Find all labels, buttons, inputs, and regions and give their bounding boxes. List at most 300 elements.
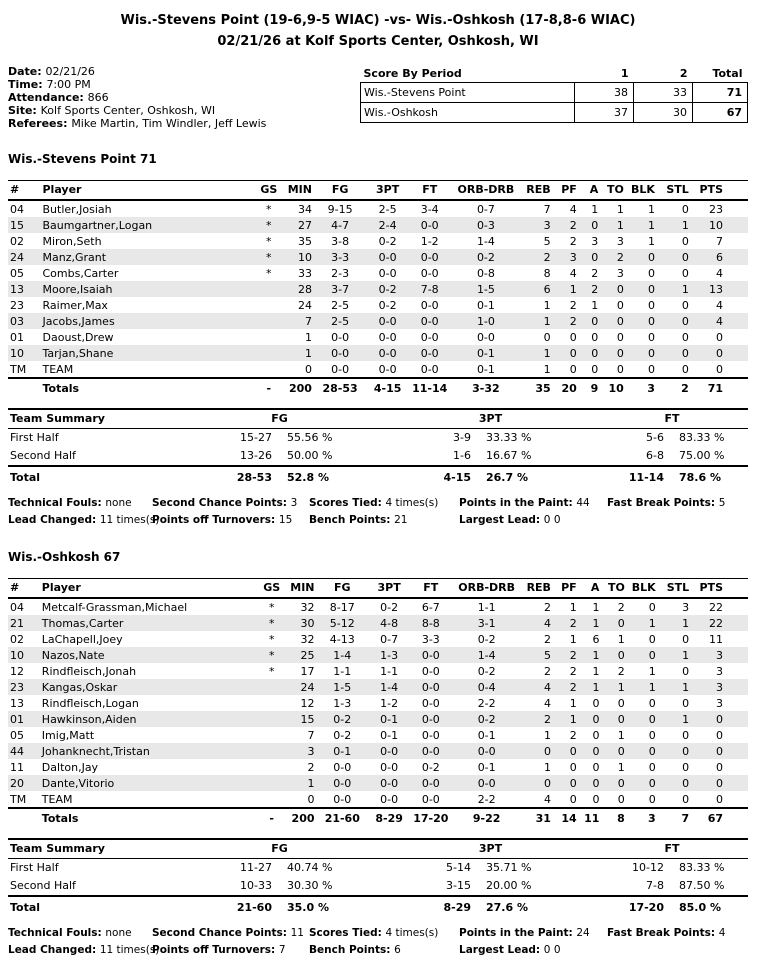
stat-cell: 01 (10, 712, 24, 726)
stat-cell: 1 (616, 202, 624, 216)
stat-cell: 0 (616, 298, 624, 312)
stat-cell: 1-1 (380, 664, 399, 678)
stat-cell: 0 (716, 330, 723, 344)
stat-cell: 0-1 (380, 712, 399, 726)
player-row (8, 695, 748, 711)
stat-cell: 0-0 (421, 776, 440, 790)
totals-cell: 67 (691, 808, 748, 827)
stat-cell: 0 (591, 250, 599, 264)
stat-cell: 0 (716, 744, 723, 758)
stat-cell: 0-2 (477, 712, 496, 726)
summary-row-label: Second Half (8, 877, 174, 896)
stat-label: Largest Lead: (459, 943, 544, 956)
stat-cell: 3 (682, 600, 690, 614)
score-value: 30 (634, 103, 693, 123)
stat-cell: 1-4 (333, 648, 352, 662)
stat-cell: 1 (569, 282, 577, 296)
stat-value: 4 times(s) (385, 497, 439, 509)
stat-cell: 1 (569, 712, 577, 726)
column-header: A (579, 181, 600, 201)
stat-label: Bench Points: (309, 943, 395, 956)
stat-value: 15 (278, 513, 293, 526)
stat-cell: 0 (648, 744, 656, 758)
stat-cell: 6 (716, 250, 723, 264)
stat-label: Bench Points: (309, 513, 395, 526)
summary-value: 87.50 % (666, 877, 748, 896)
stat-cell: 2 (543, 664, 551, 678)
stat-cell: 0 (592, 728, 600, 742)
stat-cell: 3-4 (420, 202, 439, 216)
stat-cell: 0 (716, 776, 723, 790)
stat-cell: 2 (616, 250, 624, 264)
player-name-cell: Dante,Vitorio (41, 776, 115, 790)
stat-cell: 22 (709, 616, 723, 630)
stat-cell: 0-0 (331, 362, 350, 376)
stat-cell: * (266, 250, 272, 264)
stat-cell: * (268, 600, 275, 614)
stat-cell: 0 (591, 330, 599, 344)
stat-cell: 1 (543, 362, 551, 376)
totals-cell: 9 (579, 378, 600, 397)
stat-cell: 3-8 (331, 234, 350, 248)
stat-cell: 0 (569, 760, 577, 774)
totals-cell: 200 (280, 378, 314, 397)
stat-cell: 2 (543, 632, 551, 646)
stats-row (8, 942, 748, 959)
stat-cell: 1 (304, 346, 312, 360)
stat-cell: 1 (543, 728, 551, 742)
stat-cell: 0-0 (333, 776, 352, 790)
stat-cell: 30 (300, 616, 315, 630)
stat-value: 7 (278, 943, 286, 956)
stat-cell: 0-2 (378, 234, 397, 248)
stat-value: 0 0 (543, 513, 561, 526)
summary-row-label: Total (10, 900, 41, 914)
summary-column-header: 3PT (385, 839, 596, 859)
stat-cell: 1 (592, 616, 600, 630)
stat-cell: 0 (617, 616, 625, 630)
stat-cell (261, 743, 283, 759)
stat-item (8, 925, 152, 942)
stat-cell: 32 (300, 632, 315, 646)
stat-cell: 2 (543, 600, 551, 614)
player-row (8, 313, 748, 329)
stat-cell: TM (10, 362, 27, 376)
totals-cell: Totals (40, 808, 261, 827)
stat-cell: 1 (647, 202, 655, 216)
stat-cell: 13 (10, 696, 24, 710)
stat-cell: 6-7 (421, 600, 440, 614)
stat-cell: 0-2 (476, 250, 495, 264)
stat-cell: 0 (682, 728, 690, 742)
stat-cell: 1 (617, 728, 625, 742)
stat-cell: 22 (709, 600, 723, 614)
stat-cell: 0-2 (378, 298, 397, 312)
totals-cell: 17-20 (410, 808, 451, 827)
stat-cell: 0 (648, 776, 656, 790)
stat-cell: 0 (616, 346, 624, 360)
stat-cell: 6 (543, 282, 551, 296)
stat-cell: 4-7 (331, 218, 350, 232)
stat-cell: 0-0 (378, 266, 397, 280)
stat-cell: 0-2 (380, 600, 399, 614)
game-info-line (8, 104, 266, 117)
column-header: MIN (283, 579, 317, 599)
player-name-cell: Johanknecht,Tristan (41, 744, 150, 758)
player-row (8, 759, 748, 775)
column-header: GS (258, 181, 280, 201)
stat-cell: 5 (543, 234, 551, 248)
stat-cell: 4-8 (380, 616, 399, 630)
stat-cell: 0 (569, 362, 577, 376)
stat-cell (261, 711, 283, 727)
column-header: A (579, 579, 602, 599)
stat-cell: 0 (716, 792, 723, 806)
stat-cell: 2 (569, 298, 577, 312)
totals-cell: 31 (522, 808, 553, 827)
stat-cell: 2 (543, 250, 551, 264)
stat-cell (258, 313, 280, 329)
stat-cell: 1 (648, 680, 656, 694)
summary-value: 10-12 (632, 861, 664, 874)
column-header: GS (261, 579, 283, 599)
summary-value: 21-60 (236, 900, 272, 914)
stat-cell: 0 (569, 792, 577, 806)
stat-label: Points in the Paint: (459, 927, 577, 939)
stat-cell: 8-8 (421, 616, 440, 630)
stat-cell: 0 (617, 792, 625, 806)
column-header: MIN (280, 181, 314, 201)
stat-cell: 4 (543, 696, 551, 710)
team-summary-table-stevens-point (8, 408, 748, 487)
stat-cell: 0 (647, 266, 655, 280)
stat-cell: 0 (681, 346, 689, 360)
column-header: FG (314, 181, 366, 201)
stat-cell: 0-0 (380, 776, 399, 790)
stat-item (152, 942, 309, 959)
stat-cell: 0-1 (477, 760, 496, 774)
column-header: FG (317, 579, 369, 599)
stat-cell (261, 727, 283, 743)
stat-cell: 28 (297, 282, 312, 296)
stat-cell: * (268, 664, 275, 678)
stat-cell: 4 (543, 792, 551, 806)
totals-cell: 7 (658, 808, 691, 827)
stats-row (8, 925, 748, 942)
stat-cell: 2 (569, 616, 577, 630)
summary-value: 13-26 (174, 447, 274, 466)
stat-cell: 10 (297, 250, 312, 264)
player-row (8, 598, 748, 615)
player-row (8, 775, 748, 791)
totals-cell: 3-32 (450, 378, 521, 397)
stat-cell: 0 (569, 330, 577, 344)
stat-cell: 0-0 (378, 314, 397, 328)
stat-cell: 04 (10, 202, 24, 216)
stat-cell: 5 (543, 648, 551, 662)
player-name-cell: Dalton,Jay (41, 760, 99, 774)
game-info-value: 02/21/26 (45, 65, 95, 78)
stat-value: 11 times(s) (99, 943, 160, 956)
summary-value: 26.7 % (486, 470, 528, 484)
column-header: PF (553, 181, 579, 201)
stat-cell: 0-0 (421, 680, 440, 694)
player-name-cell: Daoust,Drew (42, 330, 114, 344)
totals-cell (8, 808, 40, 827)
stat-cell: 7 (716, 234, 723, 248)
stat-cell: 1 (592, 664, 600, 678)
stat-cell: 0 (543, 330, 551, 344)
player-row (8, 631, 748, 647)
stat-cell: 1 (543, 298, 551, 312)
stat-cell: 1 (617, 760, 625, 774)
stat-cell: 0 (569, 776, 577, 790)
player-name-cell: Moore,Isaiah (42, 282, 113, 296)
stat-item (309, 495, 459, 512)
game-info-label: Site: (8, 104, 41, 117)
stat-cell: 3-3 (421, 632, 440, 646)
stat-cell: 1-2 (380, 696, 399, 710)
column-header: # (8, 579, 40, 599)
stat-cell: 0-1 (476, 346, 495, 360)
stat-cell: 0-0 (333, 792, 352, 806)
stat-cell: 1-4 (380, 680, 399, 694)
stat-cell: 2-5 (378, 202, 397, 216)
stat-cell: 21 (10, 616, 24, 630)
top-row (8, 65, 748, 130)
stat-cell: 0 (543, 776, 551, 790)
totals-cell: 14 (553, 808, 579, 827)
stat-cell: 0-1 (477, 728, 496, 742)
player-name-cell: Combs,Carter (42, 266, 119, 280)
stat-cell: 0-0 (477, 776, 496, 790)
stat-cell: 8 (543, 266, 551, 280)
stat-cell: 2 (569, 648, 577, 662)
stat-cell: 0-2 (477, 664, 496, 678)
game-info-value: Mike Martin, Tim Windler, Jeff Lewis (71, 117, 267, 130)
stat-cell: 1 (647, 234, 655, 248)
summary-value: 33.33 % (486, 431, 532, 444)
player-name-cell: Jacobs,James (42, 314, 115, 328)
player-row (8, 663, 748, 679)
summary-value: 11-27 (240, 861, 272, 874)
column-header: TO (600, 181, 626, 201)
stat-cell: 5-12 (329, 616, 355, 630)
summary-value: 52.8 % (287, 470, 329, 484)
stat-label: Technical Fouls: (8, 927, 106, 939)
game-info-label: Attendance: (8, 91, 88, 104)
stat-cell: 3 (569, 250, 577, 264)
stat-label: Scores Tied: (309, 927, 386, 939)
stat-cell: 3 (716, 648, 723, 662)
stat-cell: 0-0 (420, 314, 439, 328)
summary-value: 55.56 % (287, 431, 333, 444)
summary-value: 28-53 (236, 470, 272, 484)
stat-cell: 0 (592, 696, 600, 710)
stat-label: Points in the Paint: (459, 497, 577, 509)
stat-cell: 0-2 (477, 632, 496, 646)
stat-cell: 15 (10, 218, 24, 232)
date-venue-subtitle: 02/21/26 at Kolf Sports Center, Oshkosh, WI (217, 34, 539, 49)
stat-cell: 04 (10, 600, 24, 614)
stat-value: 44 (576, 497, 590, 509)
stat-item (309, 942, 459, 959)
stat-cell: 0 (307, 792, 315, 806)
summary-value: 7-8 (596, 877, 666, 896)
stat-cell: 0 (648, 600, 656, 614)
stat-cell: 1-2 (420, 234, 439, 248)
stat-cell: 0-7 (380, 632, 399, 646)
stat-cell: 2 (591, 282, 599, 296)
stat-item (459, 925, 607, 942)
player-name-cell: Manz,Grant (42, 250, 107, 264)
stat-cell: 05 (10, 728, 24, 742)
stat-cell: 0 (647, 314, 655, 328)
totals-cell: 8-29 (368, 808, 410, 827)
stat-cell: 2 (617, 664, 625, 678)
stat-cell (261, 679, 283, 695)
player-row (8, 249, 748, 265)
summary-row-label: First Half (10, 431, 59, 444)
player-row (8, 233, 748, 249)
player-row (8, 217, 748, 233)
player-name-cell: TEAM (42, 362, 74, 376)
team-heading-oshkosh: Wis.-Oshkosh 67 (8, 550, 121, 564)
stats-row (8, 495, 748, 512)
stat-cell: 0 (681, 250, 689, 264)
totals-cell: 11 (579, 808, 602, 827)
stat-cell: 1 (592, 600, 600, 614)
stat-item (8, 942, 160, 959)
summary-value: 3-15 (385, 877, 473, 896)
stat-cell: 7-8 (420, 282, 439, 296)
stat-cell: 3 (616, 266, 624, 280)
stat-item (8, 495, 152, 512)
summary-value: 15-27 (240, 431, 272, 444)
box-score-table-stevens-point (8, 180, 748, 397)
summary-value: 27.6 % (486, 900, 528, 914)
stat-cell: 0-0 (421, 728, 440, 742)
stat-cell: 3-7 (331, 282, 350, 296)
stat-cell: * (266, 266, 272, 280)
stat-value: 0 0 (543, 943, 561, 956)
stat-cell: * (266, 234, 272, 248)
player-name-cell: Imig,Matt (41, 728, 95, 742)
stat-cell: 25 (300, 648, 315, 662)
column-header: ORB-DRB (450, 181, 521, 201)
summary-value: 50.00 % (274, 447, 385, 466)
stat-cell: 0 (648, 760, 656, 774)
player-name-cell: LaChapell,Joey (41, 632, 123, 646)
stat-cell: 10 (10, 346, 24, 360)
column-header: PF (553, 579, 579, 599)
column-header: REB (522, 579, 553, 599)
player-name-cell: Tarjan,Shane (42, 346, 114, 360)
page-title (8, 10, 748, 52)
stat-cell: 0-0 (378, 362, 397, 376)
stat-cell: 11 (10, 760, 24, 774)
player-row (8, 727, 748, 743)
stat-cell: 0 (592, 776, 600, 790)
stat-label: Fast Break Points: (607, 927, 719, 939)
totals-cell: 200 (283, 808, 317, 827)
stat-cell: 12 (300, 696, 315, 710)
game-info (8, 65, 266, 130)
stat-cell (258, 329, 280, 345)
stat-cell: 1 (682, 648, 690, 662)
stat-cell: 2 (569, 664, 577, 678)
stat-cell: 0 (616, 330, 624, 344)
stat-cell: 1 (569, 600, 577, 614)
totals-cell: 3 (626, 378, 657, 397)
stat-cell: 0-0 (333, 760, 352, 774)
stat-cell: 1-4 (477, 648, 496, 662)
stat-cell: 4 (716, 298, 723, 312)
stat-cell: 0-2 (421, 760, 440, 774)
stat-cell: 1 (648, 616, 656, 630)
stat-cell: 32 (300, 600, 315, 614)
stat-cell: 0-0 (477, 744, 496, 758)
score-value: 37 (575, 103, 634, 123)
player-name-cell: TEAM (41, 792, 73, 806)
summary-value: 10-33 (174, 877, 274, 896)
totals-cell: 35 (521, 378, 552, 397)
summary-value: 5-14 (446, 861, 471, 874)
summary-row-label: Second Half (8, 447, 174, 466)
column-header: REB (521, 181, 552, 201)
stat-cell: 0 (716, 346, 723, 360)
stat-cell: 10 (709, 218, 723, 232)
stat-label: Second Chance Points: (152, 927, 291, 939)
totals-cell: 2 (657, 378, 691, 397)
stat-cell: 0-2 (333, 712, 352, 726)
stat-cell: 0 (647, 250, 655, 264)
score-team-name: Wis.-Stevens Point (361, 83, 575, 103)
stat-cell: 0 (648, 696, 656, 710)
totals-cell: 11-14 (409, 378, 450, 397)
stat-cell (261, 775, 283, 791)
column-header: BLK (626, 181, 657, 201)
stat-cell: 0-0 (421, 712, 440, 726)
player-row (8, 297, 748, 313)
stat-cell: 0 (681, 234, 689, 248)
score-value: 38 (575, 83, 634, 103)
stat-cell: 7 (304, 314, 312, 328)
player-name-cell: Rindfleisch,Jonah (41, 664, 137, 678)
player-name-cell: Kangas,Oskar (41, 680, 118, 694)
stat-cell: 17 (300, 664, 315, 678)
stat-cell: 1 (617, 632, 625, 646)
stat-cell (258, 297, 280, 313)
stat-cell (258, 361, 280, 378)
score-column-header: Total (712, 67, 743, 80)
stat-cell: 1 (569, 696, 577, 710)
stat-cell: 7 (543, 202, 551, 216)
stat-value: 11 (290, 927, 304, 939)
stat-cell: * (268, 616, 275, 630)
stat-cell: 0 (716, 760, 723, 774)
stat-cell: 4 (569, 266, 577, 280)
stat-cell: 1-4 (476, 234, 495, 248)
totals-cell: - (261, 808, 283, 827)
stat-value: 11 times(s) (99, 513, 160, 526)
stat-cell: 1 (304, 330, 312, 344)
player-row (8, 361, 748, 378)
stat-cell: 8-17 (329, 600, 355, 614)
stat-cell (258, 281, 280, 297)
column-header: BLK (627, 579, 658, 599)
stat-cell: 0-0 (420, 346, 439, 360)
